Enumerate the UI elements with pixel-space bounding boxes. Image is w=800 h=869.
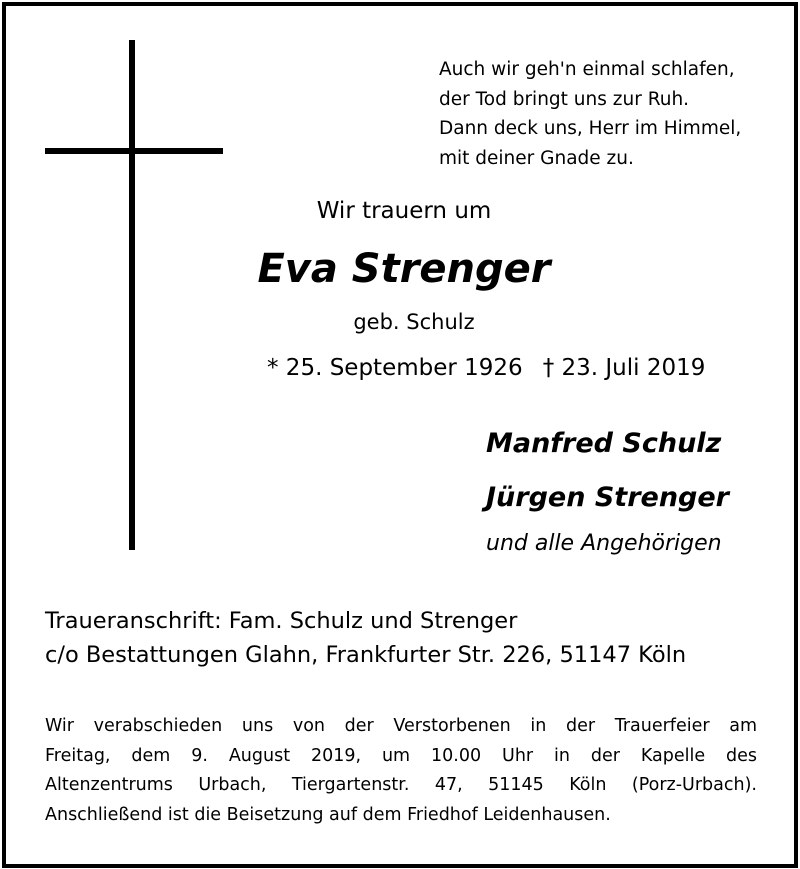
relatives-line: und alle Angehörigen bbox=[486, 531, 722, 556]
mourner-name: Jürgen Strenger bbox=[486, 482, 729, 513]
announcement-line: Wir verabschieden uns von der Verstorbenen in der Trauerfeier am bbox=[45, 716, 757, 736]
cross-vertical-bar bbox=[129, 40, 135, 550]
poem bbox=[439, 55, 741, 173]
address-line: c/o Bestattungen Glahn, Frankfurter Str. 226, 51147 Köln bbox=[45, 642, 687, 668]
announcement-line: Anschließend ist die Beisetzung auf dem Friedhof Leidenhausen. bbox=[45, 804, 611, 825]
poem-line: Dann deck uns, Herr im Himmel, bbox=[439, 118, 742, 139]
mourning-intro: Wir trauern um bbox=[316, 198, 492, 224]
announcement-line: Altenzentrums Urbach, Tiergartenstr. 47, 51145 Köln (Porz-Urbach). bbox=[45, 775, 757, 795]
cross-horizontal-bar bbox=[45, 148, 223, 154]
poem-line: der Tod bringt uns zur Ruh. bbox=[439, 88, 690, 110]
funeral-announcement bbox=[45, 712, 757, 830]
poem-line: mit deiner Gnade zu. bbox=[439, 147, 634, 169]
maiden-name: geb. Schulz bbox=[353, 310, 475, 334]
death-date: † 23. Juli 2019 bbox=[542, 355, 706, 381]
poem-line: Auch wir geh'n einmal schlafen, bbox=[439, 59, 735, 80]
deceased-name: Eva Strenger bbox=[257, 246, 551, 292]
announcement-line: Freitag, dem 9. August 2019, um 10.00 Uhr in der Kapelle des bbox=[45, 745, 757, 766]
life-dates bbox=[267, 355, 705, 381]
mourner-name: Manfred Schulz bbox=[486, 428, 722, 459]
address-line: Traueranschrift: Fam. Schulz und Strenger bbox=[45, 608, 518, 634]
mourning-address bbox=[45, 604, 686, 672]
birth-date: * 25. September 1926 bbox=[267, 355, 523, 381]
